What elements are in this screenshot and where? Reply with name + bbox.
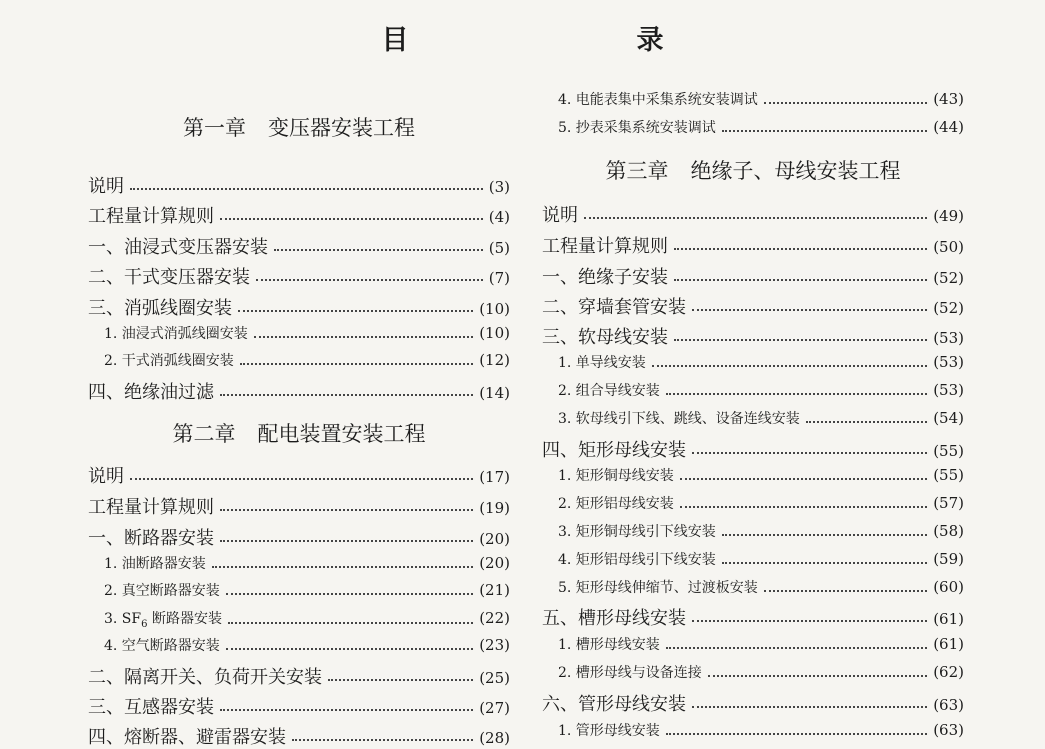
toc-label: 2. 组合导线安装 bbox=[558, 383, 660, 399]
toc-label: 说明 bbox=[88, 466, 124, 487]
toc-subentry[interactable] bbox=[542, 117, 964, 137]
toc-label: 四、矩形母线安装 bbox=[542, 440, 686, 461]
toc-entry[interactable] bbox=[88, 723, 510, 749]
leader-dots bbox=[240, 363, 473, 365]
toc-subentry[interactable] bbox=[88, 580, 510, 600]
toc-label: 一、油浸式变压器安装 bbox=[88, 237, 268, 258]
leader-dots bbox=[692, 452, 927, 454]
leader-dots bbox=[292, 739, 473, 741]
toc-page: (3) bbox=[488, 178, 510, 196]
toc-page: (7) bbox=[488, 269, 510, 287]
subscript-6: 6 bbox=[141, 618, 148, 630]
toc-label: 4. 电能表集中采集系统安装调试 bbox=[558, 92, 758, 108]
toc-label: 1. 油浸式消弧线圈安装 bbox=[104, 326, 248, 342]
toc-subentry[interactable] bbox=[88, 608, 510, 630]
toc-entry[interactable] bbox=[88, 663, 510, 689]
toc-label: 3. 软母线引下线、跳线、设备连线安装 bbox=[558, 411, 800, 427]
toc-page: (61) bbox=[933, 610, 964, 628]
toc-label: 5. 矩形母线伸缩节、过渡板安装 bbox=[558, 580, 758, 596]
toc-entry[interactable] bbox=[542, 293, 964, 319]
leader-dots bbox=[722, 534, 927, 536]
toc-page: (52) bbox=[933, 299, 964, 317]
chapter-1-heading bbox=[88, 112, 510, 142]
toc-label: 一、断路器安装 bbox=[88, 528, 214, 549]
toc-page: (23) bbox=[479, 636, 510, 654]
toc-label: 4. 矩形铝母线引下线安装 bbox=[558, 552, 716, 568]
toc-entry[interactable] bbox=[542, 232, 964, 258]
leader-dots bbox=[652, 365, 927, 367]
toc-label: 二、隔离开关、负荷开关安装 bbox=[88, 667, 322, 688]
toc-label: 2. 干式消弧线圈安装 bbox=[104, 353, 234, 369]
toc-subentry[interactable] bbox=[542, 634, 964, 654]
toc-label bbox=[104, 608, 222, 630]
toc-label: 三、软母线安装 bbox=[542, 327, 668, 348]
leader-dots bbox=[226, 593, 473, 595]
toc-page: (22) bbox=[479, 609, 510, 627]
chapter-name: 配电装置安装工程 bbox=[257, 422, 426, 446]
leader-dots bbox=[130, 478, 473, 480]
toc-page: (20) bbox=[479, 554, 510, 572]
toc-label: 工程量计算规则 bbox=[88, 206, 214, 227]
toc-label: 5. 抄表采集系统安装调试 bbox=[558, 120, 716, 136]
toc-label: 工程量计算规则 bbox=[88, 497, 214, 518]
leader-dots bbox=[274, 249, 483, 251]
leader-dots bbox=[584, 217, 927, 219]
toc-label: 二、穿墙套管安装 bbox=[542, 297, 686, 318]
toc-entry[interactable] bbox=[542, 323, 964, 349]
leader-dots bbox=[674, 248, 927, 250]
toc-subentry[interactable] bbox=[542, 352, 964, 372]
leader-dots bbox=[692, 706, 927, 708]
toc-subentry[interactable] bbox=[542, 408, 964, 428]
toc-label: 一、绝缘子安装 bbox=[542, 267, 668, 288]
leader-dots bbox=[708, 675, 927, 677]
toc-page: (53) bbox=[933, 381, 964, 399]
toc-page: (53) bbox=[933, 353, 964, 371]
toc-page: (49) bbox=[933, 207, 964, 225]
toc-entry[interactable] bbox=[88, 524, 510, 550]
toc-label: 五、槽形母线安装 bbox=[542, 608, 686, 629]
toc-entry[interactable] bbox=[542, 263, 964, 289]
toc-page: (58) bbox=[933, 522, 964, 540]
toc-page: (10) bbox=[479, 324, 510, 342]
leader-dots bbox=[666, 733, 927, 735]
toc-subentry[interactable] bbox=[542, 493, 964, 513]
toc-label: 说明 bbox=[542, 205, 578, 226]
toc-label: 3. 矩形铜母线引下线安装 bbox=[558, 524, 716, 540]
toc-entry[interactable] bbox=[88, 693, 510, 719]
toc-label: 四、熔断器、避雷器安装 bbox=[88, 727, 286, 748]
toc-entry[interactable] bbox=[88, 202, 510, 228]
toc-subentry[interactable] bbox=[542, 380, 964, 400]
sf6-suffix: 断路器安装 bbox=[147, 611, 222, 627]
toc-subentry[interactable] bbox=[542, 89, 964, 109]
toc-entry[interactable] bbox=[542, 604, 964, 630]
chapter-number: 第一章 bbox=[183, 116, 246, 140]
toc-page: (62) bbox=[933, 663, 964, 681]
toc-subentry[interactable] bbox=[88, 553, 510, 573]
chapter-3-heading bbox=[542, 155, 964, 185]
toc-label: 工程量计算规则 bbox=[542, 236, 668, 257]
toc-entry[interactable] bbox=[542, 201, 964, 227]
toc-page: (17) bbox=[479, 468, 510, 486]
toc-page: (59) bbox=[933, 550, 964, 568]
leader-dots bbox=[722, 562, 927, 564]
toc-page: (14) bbox=[479, 384, 510, 402]
chapter-number: 第二章 bbox=[172, 422, 236, 446]
leader-dots bbox=[256, 279, 483, 281]
toc-entry[interactable] bbox=[88, 378, 510, 404]
toc-page: (27) bbox=[479, 699, 510, 717]
leader-dots bbox=[220, 540, 473, 542]
leader-dots bbox=[226, 648, 473, 650]
page-title: 目 录 bbox=[381, 25, 722, 56]
leader-dots bbox=[212, 566, 473, 568]
toc-subentry[interactable] bbox=[542, 465, 964, 485]
toc-page: (43) bbox=[933, 90, 964, 108]
leader-dots bbox=[692, 309, 927, 311]
toc-label: 1. 管形母线安装 bbox=[558, 723, 660, 739]
toc-page: (53) bbox=[933, 329, 964, 347]
leader-dots bbox=[680, 478, 927, 480]
toc-entry[interactable] bbox=[88, 294, 510, 320]
toc-label: 1. 单导线安装 bbox=[558, 355, 646, 371]
toc-entry[interactable] bbox=[88, 172, 510, 198]
toc-page: (54) bbox=[933, 409, 964, 427]
toc-label: 2. 槽形母线与设备连接 bbox=[558, 665, 702, 681]
toc-subentry[interactable] bbox=[542, 549, 964, 569]
leader-dots bbox=[220, 709, 473, 711]
toc-page: (12) bbox=[479, 351, 510, 369]
leader-dots bbox=[666, 647, 927, 649]
toc-page: (19) bbox=[479, 499, 510, 517]
leader-dots bbox=[692, 620, 927, 622]
toc-label: 1. 油断路器安装 bbox=[104, 556, 206, 572]
toc-page: (63) bbox=[933, 721, 964, 739]
toc-page: (61) bbox=[933, 635, 964, 653]
chapter-name: 绝缘子、母线安装工程 bbox=[690, 159, 901, 183]
sf6-prefix: 3. SF bbox=[104, 611, 142, 627]
toc-entry[interactable] bbox=[542, 690, 964, 716]
toc-entry[interactable] bbox=[542, 436, 964, 462]
leader-dots bbox=[220, 509, 473, 511]
toc-subentry[interactable] bbox=[542, 577, 964, 597]
toc-page: (20) bbox=[479, 530, 510, 548]
toc-subentry[interactable] bbox=[542, 662, 964, 682]
toc-label: 1. 矩形铜母线安装 bbox=[558, 468, 674, 484]
leader-dots bbox=[228, 622, 473, 624]
toc-page: (57) bbox=[933, 494, 964, 512]
toc-page: (10) bbox=[479, 300, 510, 318]
leader-dots bbox=[238, 310, 473, 312]
leader-dots bbox=[680, 506, 927, 508]
chapter-number: 第三章 bbox=[605, 159, 669, 183]
toc-label: 六、管形母线安装 bbox=[542, 694, 686, 715]
leader-dots bbox=[806, 421, 927, 423]
toc-label: 4. 空气断路器安装 bbox=[104, 638, 220, 654]
leader-dots bbox=[764, 102, 927, 104]
toc-page: (25) bbox=[479, 669, 510, 687]
leader-dots bbox=[666, 393, 927, 395]
toc-label: 三、消弧线圈安装 bbox=[88, 298, 232, 319]
toc-page: (4) bbox=[488, 208, 510, 226]
leader-dots bbox=[254, 336, 473, 338]
toc-label: 四、绝缘油过滤 bbox=[88, 382, 214, 403]
toc-page: (28) bbox=[479, 729, 510, 747]
toc-page: (52) bbox=[933, 269, 964, 287]
leader-dots bbox=[764, 590, 927, 592]
leader-dots bbox=[220, 218, 483, 220]
toc-label: 二、干式变压器安装 bbox=[88, 267, 250, 288]
toc-page: (50) bbox=[933, 238, 964, 256]
toc-page: (55) bbox=[933, 442, 964, 460]
chapter-name: 变压器安装工程 bbox=[268, 116, 415, 140]
toc-page: (60) bbox=[933, 578, 964, 596]
leader-dots bbox=[674, 279, 927, 281]
toc-subentry[interactable] bbox=[88, 323, 510, 343]
toc-entry[interactable] bbox=[88, 493, 510, 519]
toc-page: (55) bbox=[933, 466, 964, 484]
leader-dots bbox=[220, 394, 473, 396]
leader-dots bbox=[674, 339, 927, 341]
toc-label: 说明 bbox=[88, 176, 124, 197]
toc-label: 三、互感器安装 bbox=[88, 697, 214, 718]
toc-label: 1. 槽形母线安装 bbox=[558, 637, 660, 653]
toc-subentry[interactable] bbox=[542, 521, 964, 541]
leader-dots bbox=[328, 679, 473, 681]
toc-subentry[interactable] bbox=[542, 720, 964, 740]
toc-subentry[interactable] bbox=[88, 350, 510, 370]
toc-entry[interactable] bbox=[88, 462, 510, 488]
toc-label: 2. 矩形铝母线安装 bbox=[558, 496, 674, 512]
chapter-2-heading bbox=[88, 418, 510, 448]
toc-entry[interactable] bbox=[88, 263, 510, 289]
toc-entry[interactable] bbox=[88, 233, 510, 259]
leader-dots bbox=[722, 130, 927, 132]
leader-dots bbox=[130, 188, 483, 190]
toc-label: 2. 真空断路器安装 bbox=[104, 583, 220, 599]
toc-page: (5) bbox=[488, 239, 510, 257]
toc-page: (21) bbox=[479, 581, 510, 599]
toc-subentry[interactable] bbox=[88, 635, 510, 655]
toc-page: (63) bbox=[933, 696, 964, 714]
toc-page: (44) bbox=[933, 118, 964, 136]
